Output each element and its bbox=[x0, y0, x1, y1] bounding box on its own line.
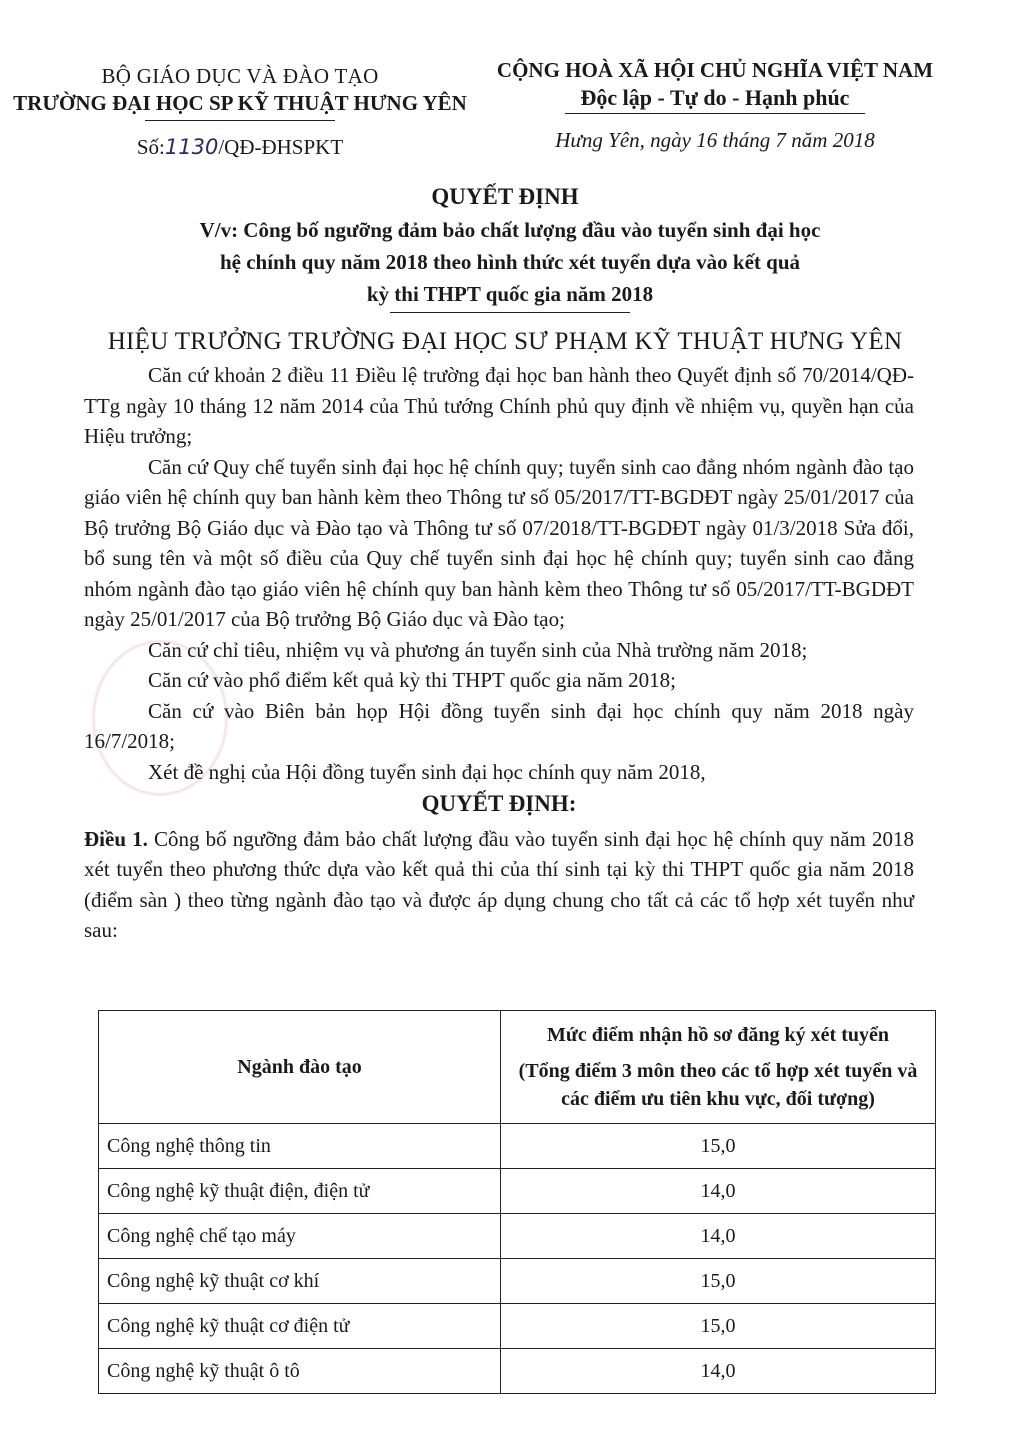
subject-underline bbox=[390, 312, 630, 313]
article-1 bbox=[84, 824, 914, 946]
table-row bbox=[99, 1349, 936, 1394]
major-name: Công nghệ kỹ thuật cơ điện tử bbox=[99, 1304, 501, 1349]
national-header bbox=[480, 58, 950, 153]
article-1-text: Công bố ngưỡng đảm bảo chất lượng đầu vào tuyển sinh đại học hệ chính quy năm 2018 xét tuyển theo phương thức dựa vào kết quả thi của thí sinh tại kỳ thi THPT quốc gia năm 2018 (điểm sàn ) theo từng ngành đào tạo và được áp dụng chung cho tất cả các tổ hợp xét tuyển như sau: bbox=[84, 826, 914, 942]
table-row bbox=[99, 1124, 936, 1169]
issue-date: Hưng Yên, ngày 16 tháng 7 năm 2018 bbox=[555, 128, 875, 152]
major-name: Công nghệ kỹ thuật ô tô bbox=[99, 1349, 501, 1394]
score-header-line-2: (Tổng điểm 3 môn theo các tổ hợp xét tuyển và các điểm ưu tiên khu vực, đối tượng) bbox=[518, 1060, 918, 1110]
major-score: 15,0 bbox=[501, 1304, 936, 1349]
article-1-label: Điều 1. bbox=[84, 826, 148, 851]
major-score: 15,0 bbox=[501, 1259, 936, 1304]
basis-paragraph-4: Căn cứ vào phổ điểm kết quả kỳ thi THPT quốc gia năm 2018; bbox=[148, 668, 676, 692]
table-row bbox=[99, 1214, 936, 1259]
major-score: 14,0 bbox=[501, 1214, 936, 1259]
document-body bbox=[84, 360, 914, 946]
basis-paragraph-5: Căn cứ vào Biên bản họp Hội đồng tuyển sinh đại học chính quy năm 2018 ngày 16/7/2018; bbox=[84, 698, 914, 753]
major-score: 14,0 bbox=[501, 1169, 936, 1214]
table-row bbox=[99, 1304, 936, 1349]
column-header-score bbox=[501, 1011, 936, 1124]
subject-line-2: hệ chính quy năm 2018 theo hình thức xét tuyển dựa vào kết quả bbox=[219, 250, 801, 274]
document-number bbox=[0, 135, 480, 160]
issuer-block bbox=[0, 64, 480, 160]
table-row bbox=[99, 1259, 936, 1304]
table-header-row bbox=[99, 1011, 936, 1124]
basis-paragraph-2: Căn cứ Quy chế tuyển sinh đại học hệ chính quy; tuyển sinh cao đẳng nhóm ngành đào tạo giáo viên hệ chính quy ban hành kèm theo Thông tư số 05/2017/TT-BGDĐT ngày 25/01/2017 của Bộ trưởng Bộ Giáo dục và Đào tạo và Thông tư số 07/2018/TT-BGDĐT ngày 01/3/2018 Sửa đổi, bổ sung tên và một số điều của Quy chế tuyển sinh đại học hệ chính quy; tuyển sinh cao đẳng nhóm ngành đào tạo giáo viên hệ chính quy ban hành kèm theo Thông tư số 05/2017/TT-BGDĐT ngày 25/01/2017 của Bộ trưởng Bộ Giáo dục và Đào tạo; bbox=[84, 454, 914, 631]
subject-line-3: kỳ thi THPT quốc gia năm 2018 bbox=[366, 282, 654, 306]
score-table bbox=[98, 1010, 936, 1394]
basis-paragraph-1: Căn cứ khoản 2 điều 11 Điều lệ trường đại học ban hành theo Quyết định số 70/2014/QĐ-TTg ngày 10 tháng 12 năm 2014 của Thủ tướng Chính phủ quy định về nhiệm vụ, quyền hạn của Hiệu trưởng; bbox=[84, 363, 914, 448]
major-name: Công nghệ kỹ thuật cơ khí bbox=[99, 1259, 501, 1304]
table-row bbox=[99, 1169, 936, 1214]
authority-line: HIỆU TRƯỞNG TRƯỜNG ĐẠI HỌC SƯ PHẠM KỸ THUẬT HƯNG YÊN bbox=[107, 328, 903, 355]
number-handwritten: 1130 bbox=[164, 135, 219, 159]
basis-paragraph-6: Xét đề nghị của Hội đồng tuyển sinh đại học chính quy năm 2018, bbox=[148, 759, 706, 784]
document-title: QUYẾT ĐỊNH bbox=[431, 184, 579, 209]
major-score: 14,0 bbox=[501, 1349, 936, 1394]
decision-heading: QUYẾT ĐỊNH: bbox=[421, 791, 577, 816]
national-motto: Độc lập - Tự do - Hạnh phúc bbox=[580, 85, 850, 110]
issuer-underline bbox=[145, 120, 335, 121]
school-name: TRƯỜNG ĐẠI HỌC SP KỸ THUẬT HƯNG YÊN bbox=[13, 91, 467, 115]
score-header-line-1: Mức điểm nhận hồ sơ đăng ký xét tuyển bbox=[546, 1024, 889, 1046]
country-name: CỘNG HOÀ XÃ HỘI CHỦ NGHĨA VIỆT NAM bbox=[496, 58, 934, 82]
document-subject bbox=[120, 214, 900, 313]
major-name: Công nghệ chế tạo máy bbox=[99, 1214, 501, 1259]
subject-line-1: V/v: Công bố ngưỡng đảm bảo chất lượng đầu vào tuyển sinh đại học bbox=[199, 218, 821, 242]
major-name: Công nghệ thông tin bbox=[99, 1124, 501, 1169]
major-score: 15,0 bbox=[501, 1124, 936, 1169]
column-header-major: Ngành đào tạo bbox=[99, 1011, 501, 1124]
basis-paragraph-3: Căn cứ chỉ tiêu, nhiệm vụ và phương án tuyển sinh của Nhà trường năm 2018; bbox=[148, 637, 808, 662]
number-prefix: Số: bbox=[136, 135, 165, 159]
ministry-name: BỘ GIÁO DỤC VÀ ĐÀO TẠO bbox=[101, 64, 379, 88]
major-name: Công nghệ kỹ thuật điện, điện tử bbox=[99, 1169, 501, 1214]
motto-underline bbox=[565, 113, 865, 114]
number-suffix: /QĐ-ĐHSPKT bbox=[218, 135, 344, 159]
